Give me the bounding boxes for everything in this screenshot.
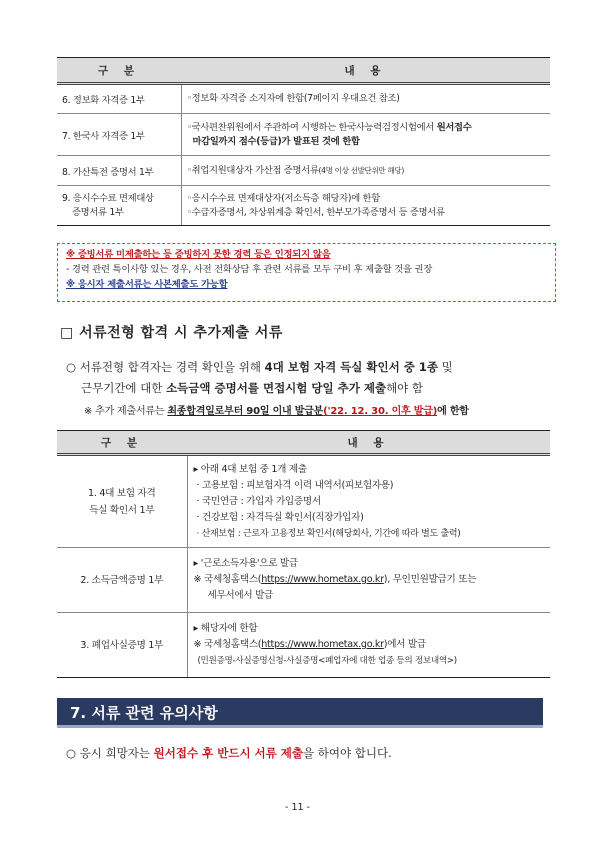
row-content: ◦국사편찬위원에서 주관하여 시행하는 한국사능력검정시험에서 원서접수 마감일까지 점수(등급)가 발표된 것에 한함 — [181, 114, 550, 156]
notice-copy-allowed: ※ 응시자 제출서류는 사본제출도 가능함 — [66, 279, 228, 290]
table2-header-content: 내 용 — [187, 431, 550, 455]
row-label: 2. 소득금액증명 1부 — [57, 548, 187, 613]
notice-warning: ※ 증빙서류 미제출하는 등 증빙하지 못한 경력 등은 인정되지 않음 — [66, 249, 331, 260]
table2-header-category: 구 분 — [57, 431, 187, 455]
table1-header-content: 내 용 — [181, 58, 550, 84]
table-row — [57, 114, 550, 156]
row-label: 6. 정보화 자격증 1부 — [57, 84, 181, 114]
row-label: 7. 한국사 자격증 1부 — [57, 114, 181, 156]
notice-box — [57, 243, 556, 302]
section-7-banner: 7. 서류 관련 유의사항 — [57, 698, 543, 728]
row-content: ▸ 해당자에 한함 ※ 국세청홈택스(https://www.hometax.go.kr)에서 발급 (민원증명-사실증명신청-사실증명<폐업자에 대한 업종 등의 정보내역>) — [187, 613, 550, 678]
row-content: ▸ '근로소득자용'으로 발급 ※ 국세청홈택스(https://www.hometax.go.kr), 무인민원발급기 또는 세무서에서 발급 — [187, 548, 550, 613]
notice-recommendation: - 경력 관련 특이사항 있는 경우, 사전 전화상담 후 관련 서류를 모두 구비 후 제출할 것을 권장 — [66, 264, 433, 275]
section-heading: □ 서류전형 합격 시 추가제출 서류 — [60, 325, 283, 341]
table-row — [57, 186, 550, 226]
row-label: 1. 4대 보험 자격 득실 확인서 1부 — [57, 455, 187, 548]
row-content: ◦응시수수료 면제대상자(저소득층 해당자)에 한함 ◦수급자증명서, 차상위계층 확인서, 한부모가족증명서 등 증명서류 — [181, 186, 550, 226]
hometax-link[interactable]: https://www.hometax.go.kr — [261, 639, 384, 650]
table1-header-category: 구 분 — [57, 58, 181, 84]
table-row — [57, 613, 550, 678]
row-label: 3. 폐업사실증명 1부 — [57, 613, 187, 678]
circle-bullet-icon: ○ — [66, 746, 77, 760]
table-row — [57, 455, 550, 548]
row-content: ◦취업지원대상자 가산점 증명서류(4명 이상 선발단위만 해당) — [181, 156, 550, 186]
row-content: ▸ 아래 4대 보험 중 1개 제출 · 고용보험 : 피보험자격 이력 내역서(피보험자용) · 국민연금 : 가입자 가입증명서 · 건강보험 : 자격득실 확인서(직장가입자) · 산재보험 : 근로자 고용정보 확인서(해당회사, 기간에 따라 별도 출력) — [187, 455, 550, 548]
page-number: - 11 - — [285, 802, 310, 813]
documents-table-2 — [57, 430, 550, 678]
issuance-note: ※ 추가 제출서류는 최종합격일로부터 90일 이내 발급분('22. 12. 30. 이후 발급)에 한함 — [84, 406, 469, 417]
row-content: ◦정보화 자격증 소지자에 한함(7페이지 우대요건 참조) — [181, 84, 550, 114]
submission-paragraph: ○ 응시 희망자는 원서접수 후 반드시 서류 제출을 하여야 합니다. — [66, 746, 392, 760]
table-row — [57, 548, 550, 613]
documents-table-1 — [57, 57, 550, 226]
row-label: 8. 가산특전 증명서 1부 — [57, 156, 181, 186]
table-row — [57, 156, 550, 186]
additional-docs-paragraph: ○ 서류전형 합격자는 경력 확인을 위해 4대 보험 자격 득실 확인서 중 1종 및 근무기간에 대한 소득금액 증명서를 면접시험 당일 추가 제출해야 함 — [66, 360, 453, 395]
hometax-link[interactable]: https://www.hometax.go.kr — [261, 574, 384, 585]
circle-bullet-icon: ○ — [66, 360, 77, 374]
table-row — [57, 84, 550, 114]
row-label: 9. 응시수수료 면제대상 증명서류 1부 — [57, 186, 181, 226]
